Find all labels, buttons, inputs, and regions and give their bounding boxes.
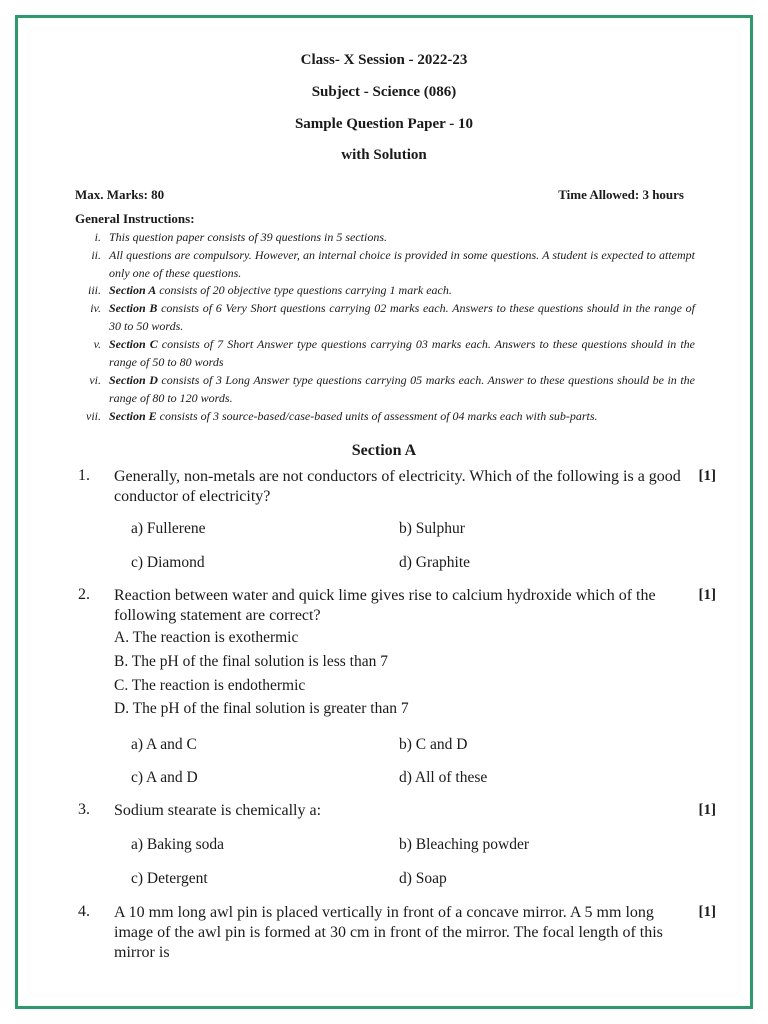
option-a: a) Baking soda — [131, 836, 224, 853]
instructions-heading: General Instructions: — [75, 211, 195, 226]
option-b: b) Bleaching powder — [399, 836, 529, 853]
statement-item: D. The pH of the final solution is greater than 7 — [114, 700, 409, 717]
time-allowed: Time Allowed: 3 hours — [558, 187, 684, 202]
section-a-title: Section A — [351, 442, 417, 459]
question-marks: [1] — [698, 587, 716, 603]
instruction-text: consists of 6 Very Short questions carrying 02 marks each. Answers to these questions should in the range of 30 to 50 words. — [109, 301, 695, 333]
question-number: 2. — [78, 586, 90, 603]
question-number: 1. — [78, 467, 90, 484]
question-text: Reaction between water and quick lime gives rise to calcium hydroxide which of the following statement are correct? — [114, 587, 656, 624]
class-session-heading: Class- X Session - 2022-23 — [300, 52, 468, 68]
instruction-number: i. — [94, 230, 101, 244]
question-text: Sodium stearate is chemically a: — [114, 802, 322, 819]
option-d: d) All of these — [399, 769, 488, 786]
statement-item: C. The reaction is endothermic — [114, 677, 306, 694]
instruction-bold: Section A — [109, 283, 157, 297]
instruction-bold: Section C — [109, 337, 158, 351]
instruction-number: ii. — [91, 248, 101, 262]
max-marks: Max. Marks: 80 — [75, 187, 165, 202]
question-marks: [1] — [698, 468, 716, 484]
instruction-text: consists of 7 Short Answer type questions carrying 03 marks each. Answers to these questions should in the range of 50 to 80 words — [109, 337, 696, 369]
question-number: 3. — [78, 801, 90, 818]
instruction-bold: Section D — [109, 373, 158, 387]
instruction-text: All questions are compulsory. However, an internal choice is provided in some questions. A student is expected to attempt only one of these questions. — [109, 248, 695, 280]
instruction-number: iv. — [90, 301, 101, 315]
instruction-number: iii. — [87, 283, 101, 297]
statement-item: A. The reaction is exothermic — [114, 629, 299, 646]
question-number: 4. — [78, 903, 90, 920]
instruction-number: vii. — [86, 409, 101, 423]
instruction-bold: Section B — [109, 301, 158, 315]
statement-item: B. The pH of the final solution is less than 7 — [114, 653, 388, 670]
instruction-item — [75, 282, 695, 300]
instruction-text: consists of 3 Long Answer type questions carrying 05 marks each. Answer to these questions should be in the range of 80 to 120 words. — [109, 373, 695, 405]
option-c: c) Detergent — [131, 870, 208, 887]
instruction-text: This question paper consists of 39 questions in 5 sections. — [109, 230, 388, 244]
instruction-text: consists of 3 source-based/case-based units of assessment of 04 marks each with sub-parts. — [156, 409, 598, 423]
instruction-item — [75, 300, 695, 335]
option-c: c) Diamond — [131, 554, 205, 571]
instruction-item — [75, 336, 695, 371]
question-marks: [1] — [698, 904, 716, 920]
instruction-item — [75, 372, 695, 407]
option-d: d) Soap — [399, 870, 447, 887]
instruction-text: consists of 20 objective type questions carrying 1 mark each. — [156, 283, 452, 297]
option-a: a) Fullerene — [131, 520, 206, 537]
question-text: A 10 mm long awl pin is placed vertically in front of a concave mirror. A 5 mm long image of the awl pin is formed at 30 cm in front of the mirror. The focal length of this mirror is — [114, 904, 663, 961]
paper-title: Sample Question Paper - 10 — [294, 116, 474, 132]
instruction-item — [75, 247, 695, 282]
option-b: b) C and D — [399, 736, 468, 753]
option-d: d) Graphite — [399, 554, 471, 571]
option-c: c) A and D — [131, 769, 198, 786]
option-b: b) Sulphur — [399, 520, 465, 537]
instruction-number: vi. — [89, 373, 101, 387]
instruction-bold: Section E — [109, 409, 157, 423]
instruction-item — [75, 229, 695, 247]
question-marks: [1] — [698, 802, 716, 818]
instruction-item — [75, 408, 695, 426]
subject-heading: Subject - Science (086) — [311, 84, 457, 100]
paper-subtitle: with Solution — [341, 147, 427, 163]
instruction-number: v. — [93, 337, 101, 351]
question-text: Generally, non-metals are not conductors of electricity. Which of the following is a good conductor of electricity? — [114, 468, 681, 505]
option-a: a) A and C — [131, 736, 197, 753]
page-border — [15, 15, 753, 1009]
